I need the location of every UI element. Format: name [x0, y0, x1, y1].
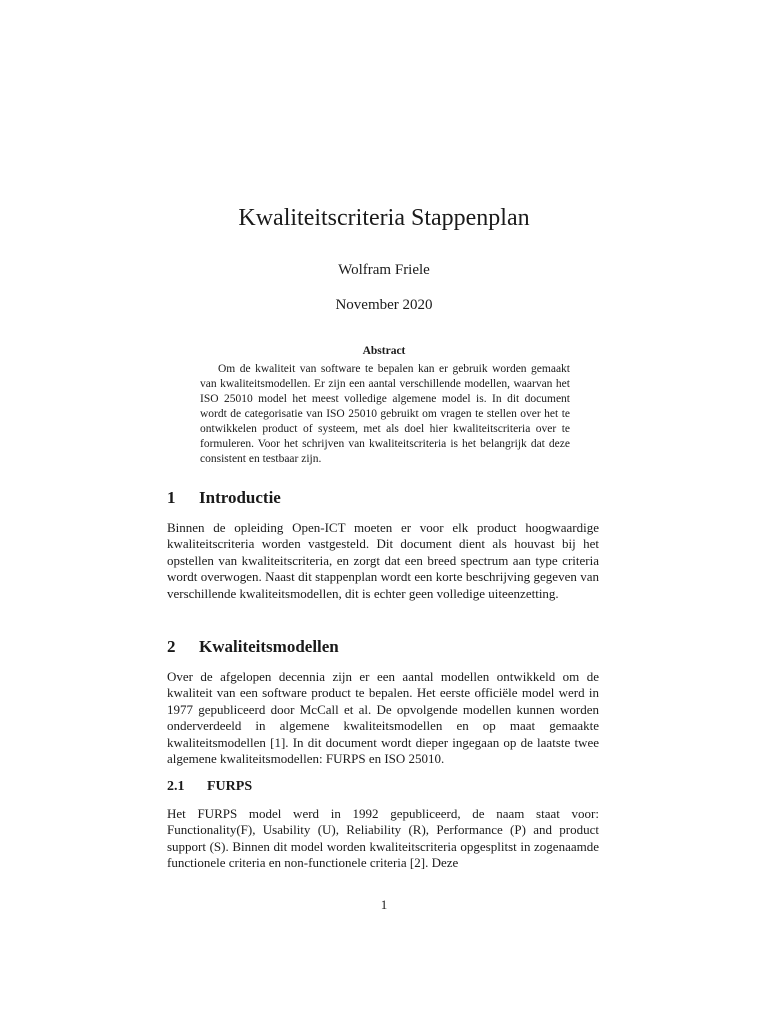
- subsection-body-furps: Het FURPS model werd in 1992 gepubliceerd, de naam staat voor: Functionality(F), Usability (U), Reliability (R), Performance (P) and product support (S). Binnen dit model worden kwaliteitscriteria opgesplitst in zogenaamde functionele criteria en non-functionele criteria [2]. Deze: [167, 806, 599, 871]
- abstract-text: Om de kwaliteit van software te bepalen kan er gebruik worden gemaakt van kwaliteitsmodellen. Er zijn een aantal verschillende modellen, waarvan het ISO 25010 model het meest volledige algemene model is. In dit document wordt de categorisatie van ISO 25010 gebruikt om vragen te stellen over het te ontwikkelen product of systeem, met als doel hier kwaliteitscriteria over te formuleren. Voor het schrijven van kwaliteitscriteria is het belangrijk dat deze consistent en testbaar zijn.: [200, 363, 570, 465]
- document-date: November 2020: [335, 297, 433, 313]
- subsection-number: 2.1: [167, 779, 185, 794]
- section-title: Kwaliteitsmodellen: [199, 637, 339, 656]
- section-body-introductie: Binnen de opleiding Open-ICT moeten er voor elk product hoogwaardige kwaliteitscriteria worden vastgesteld. Dit document dient als houvast bij het opstellen van kwaliteitscriteria, en zorgt dat een breed spectrum aan type criteria wordt overwogen. Naast dit stappenplan wordt een korte beschrijving gegeven van verschillende kwaliteitsmodellen, dit is echter geen volledige uiteenzetting.: [167, 520, 599, 601]
- section-number: 2: [167, 637, 176, 656]
- document-author: Wolfram Friele: [338, 262, 430, 278]
- subsection-title: FURPS: [207, 779, 253, 794]
- abstract-heading: Abstract: [362, 345, 406, 357]
- section-body-kwaliteitsmodellen: Over de afgelopen decennia zijn er een aantal modellen ontwikkeld om de kwaliteit van een software product te bepalen. Het eerste officiële model werd in 1977 gepubliceerd door McCall et al. De opvolgende modellen kunnen worden onderverdeeld in algemene kwaliteitsmodellen en op maat gemaakte kwaliteitsmodellen [1]. In dit document wordt dieper ingegaan op de laatste twee algemene kwaliteitsmodellen: FURPS en ISO 25010.: [167, 669, 599, 767]
- section-heading-kwaliteitsmodellen: [167, 637, 339, 657]
- document-title: Kwaliteitscriteria Stappenplan: [238, 205, 530, 231]
- subsection-heading-furps: [167, 779, 252, 795]
- section-title: Introductie: [199, 488, 281, 507]
- page-number: 1: [380, 897, 388, 912]
- section-heading-introductie: [167, 488, 281, 508]
- section-number: 1: [167, 488, 176, 507]
